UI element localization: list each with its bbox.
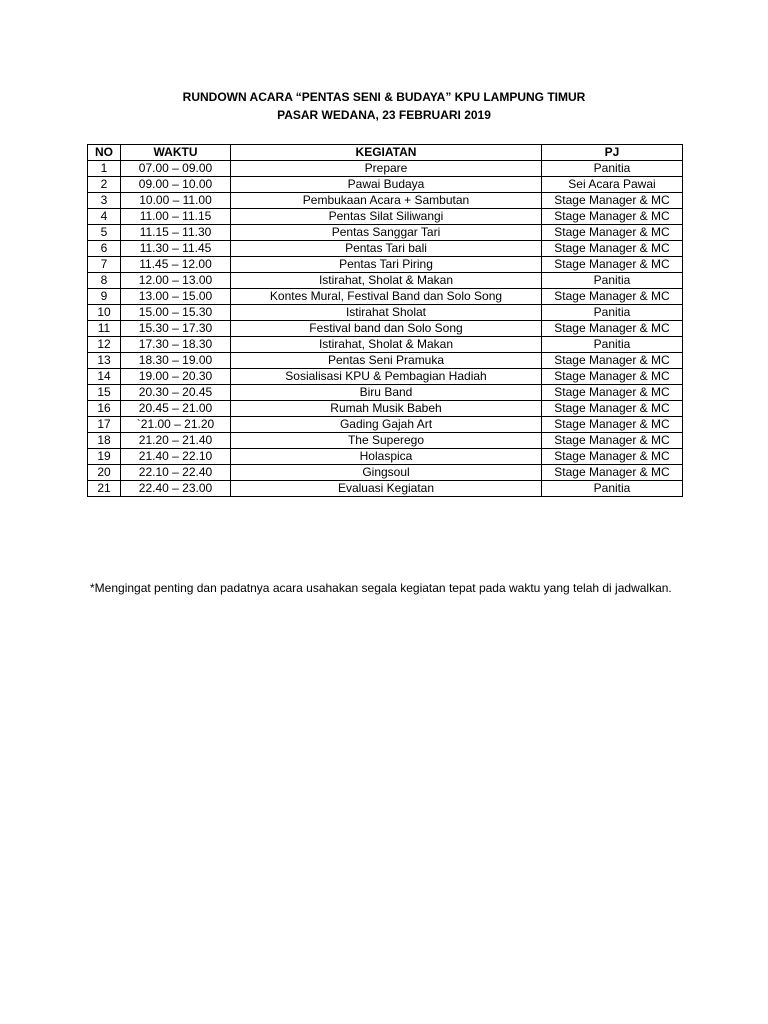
cell-time: `21.00 – 21.20: [121, 417, 231, 433]
cell-activity: Istirahat, Sholat & Makan: [231, 273, 542, 289]
table-body: [88, 161, 683, 497]
cell-time: 11.45 – 12.00: [121, 257, 231, 273]
cell-no: 3: [88, 193, 121, 209]
cell-time: 20.45 – 21.00: [121, 401, 231, 417]
cell-time: 21.40 – 22.10: [121, 449, 231, 465]
cell-no: 6: [88, 241, 121, 257]
cell-pj: Stage Manager & MC: [542, 193, 683, 209]
cell-activity: Pembukaan Acara + Sambutan: [231, 193, 542, 209]
cell-no: 9: [88, 289, 121, 305]
cell-pj: Stage Manager & MC: [542, 449, 683, 465]
cell-pj: Stage Manager & MC: [542, 433, 683, 449]
cell-no: 11: [88, 321, 121, 337]
table-row: [88, 449, 683, 465]
cell-time: 15.30 – 17.30: [121, 321, 231, 337]
cell-no: 12: [88, 337, 121, 353]
cell-no: 16: [88, 401, 121, 417]
cell-activity: Pentas Tari Piring: [231, 257, 542, 273]
cell-time: 10.00 – 11.00: [121, 193, 231, 209]
table-row: [88, 353, 683, 369]
table-row: [88, 465, 683, 481]
table-row: [88, 369, 683, 385]
cell-time: 09.00 – 10.00: [121, 177, 231, 193]
cell-activity: Pawai Budaya: [231, 177, 542, 193]
cell-no: 1: [88, 161, 121, 177]
cell-no: 14: [88, 369, 121, 385]
cell-activity: Festival band dan Solo Song: [231, 321, 542, 337]
cell-time: 22.40 – 23.00: [121, 481, 231, 497]
cell-pj: Panitia: [542, 337, 683, 353]
cell-activity: Evaluasi Kegiatan: [231, 481, 542, 497]
table-header-row: [88, 145, 683, 161]
cell-pj: Sei Acara Pawai: [542, 177, 683, 193]
cell-no: 10: [88, 305, 121, 321]
cell-no: 2: [88, 177, 121, 193]
cell-no: 13: [88, 353, 121, 369]
table-row: [88, 161, 683, 177]
cell-activity: Pentas Silat Siliwangi: [231, 209, 542, 225]
cell-activity: The Superego: [231, 433, 542, 449]
rundown-table: [87, 144, 683, 497]
cell-time: 18.30 – 19.00: [121, 353, 231, 369]
cell-time: 11.30 – 11.45: [121, 241, 231, 257]
table-row: [88, 177, 683, 193]
cell-activity: Pentas Sanggar Tari: [231, 225, 542, 241]
cell-pj: Panitia: [542, 481, 683, 497]
cell-no: 19: [88, 449, 121, 465]
table-row: [88, 241, 683, 257]
table-row: [88, 401, 683, 417]
cell-activity: Istirahat Sholat: [231, 305, 542, 321]
cell-no: 21: [88, 481, 121, 497]
cell-pj: Panitia: [542, 161, 683, 177]
header-pj: PJ: [542, 145, 683, 161]
cell-activity: Istirahat, Sholat & Makan: [231, 337, 542, 353]
cell-time: 11.15 – 11.30: [121, 225, 231, 241]
cell-pj: Panitia: [542, 273, 683, 289]
cell-pj: Stage Manager & MC: [542, 321, 683, 337]
cell-time: 13.00 – 15.00: [121, 289, 231, 305]
table-row: [88, 433, 683, 449]
cell-activity: Rumah Musik Babeh: [231, 401, 542, 417]
cell-no: 20: [88, 465, 121, 481]
cell-pj: Stage Manager & MC: [542, 465, 683, 481]
table-row: [88, 273, 683, 289]
header-time: WAKTU: [121, 145, 231, 161]
cell-time: 11.00 – 11.15: [121, 209, 231, 225]
cell-activity: Sosialisasi KPU & Pembagian Hadiah: [231, 369, 542, 385]
cell-activity: Kontes Mural, Festival Band dan Solo Song: [231, 289, 542, 305]
cell-no: 15: [88, 385, 121, 401]
table-row: [88, 305, 683, 321]
cell-time: 22.10 – 22.40: [121, 465, 231, 481]
table-row: [88, 417, 683, 433]
cell-pj: Stage Manager & MC: [542, 369, 683, 385]
title-line-1: RUNDOWN ACARA “PENTAS SENI & BUDAYA” KPU LAMPUNG TIMUR: [182, 90, 586, 104]
cell-time: 17.30 – 18.30: [121, 337, 231, 353]
table-row: [88, 225, 683, 241]
cell-no: 5: [88, 225, 121, 241]
cell-activity: Gading Gajah Art: [231, 417, 542, 433]
table-row: [88, 337, 683, 353]
cell-pj: Stage Manager & MC: [542, 257, 683, 273]
cell-time: 21.20 – 21.40: [121, 433, 231, 449]
footnote: *Mengingat penting dan padatnya acara usahakan segala kegiatan tepat pada waktu yang telah di jadwalkan.: [90, 581, 672, 595]
header-activity: KEGIATAN: [231, 145, 542, 161]
table-row: [88, 385, 683, 401]
table-row: [88, 257, 683, 273]
cell-pj: Stage Manager & MC: [542, 241, 683, 257]
document-title: [0, 88, 768, 124]
cell-pj: Stage Manager & MC: [542, 401, 683, 417]
cell-no: 18: [88, 433, 121, 449]
table-row: [88, 289, 683, 305]
cell-time: 15.00 – 15.30: [121, 305, 231, 321]
title-line-2: PASAR WEDANA, 23 FEBRUARI 2019: [277, 108, 491, 122]
table-row: [88, 321, 683, 337]
cell-activity: Pentas Tari bali: [231, 241, 542, 257]
cell-activity: Biru Band: [231, 385, 542, 401]
cell-no: 7: [88, 257, 121, 273]
table-row: [88, 209, 683, 225]
cell-pj: Stage Manager & MC: [542, 289, 683, 305]
cell-pj: Panitia: [542, 305, 683, 321]
cell-activity: Gingsoul: [231, 465, 542, 481]
cell-pj: Stage Manager & MC: [542, 225, 683, 241]
cell-no: 8: [88, 273, 121, 289]
cell-pj: Stage Manager & MC: [542, 353, 683, 369]
cell-time: 19.00 – 20.30: [121, 369, 231, 385]
header-no: NO: [88, 145, 121, 161]
cell-activity: Pentas Seni Pramuka: [231, 353, 542, 369]
cell-time: 12.00 – 13.00: [121, 273, 231, 289]
cell-pj: Stage Manager & MC: [542, 417, 683, 433]
cell-time: 07.00 – 09.00: [121, 161, 231, 177]
cell-no: 4: [88, 209, 121, 225]
cell-no: 17: [88, 417, 121, 433]
cell-pj: Stage Manager & MC: [542, 385, 683, 401]
cell-time: 20.30 – 20.45: [121, 385, 231, 401]
cell-pj: Stage Manager & MC: [542, 209, 683, 225]
table-row: [88, 193, 683, 209]
cell-activity: Prepare: [231, 161, 542, 177]
table-row: [88, 481, 683, 497]
cell-activity: Holaspica: [231, 449, 542, 465]
